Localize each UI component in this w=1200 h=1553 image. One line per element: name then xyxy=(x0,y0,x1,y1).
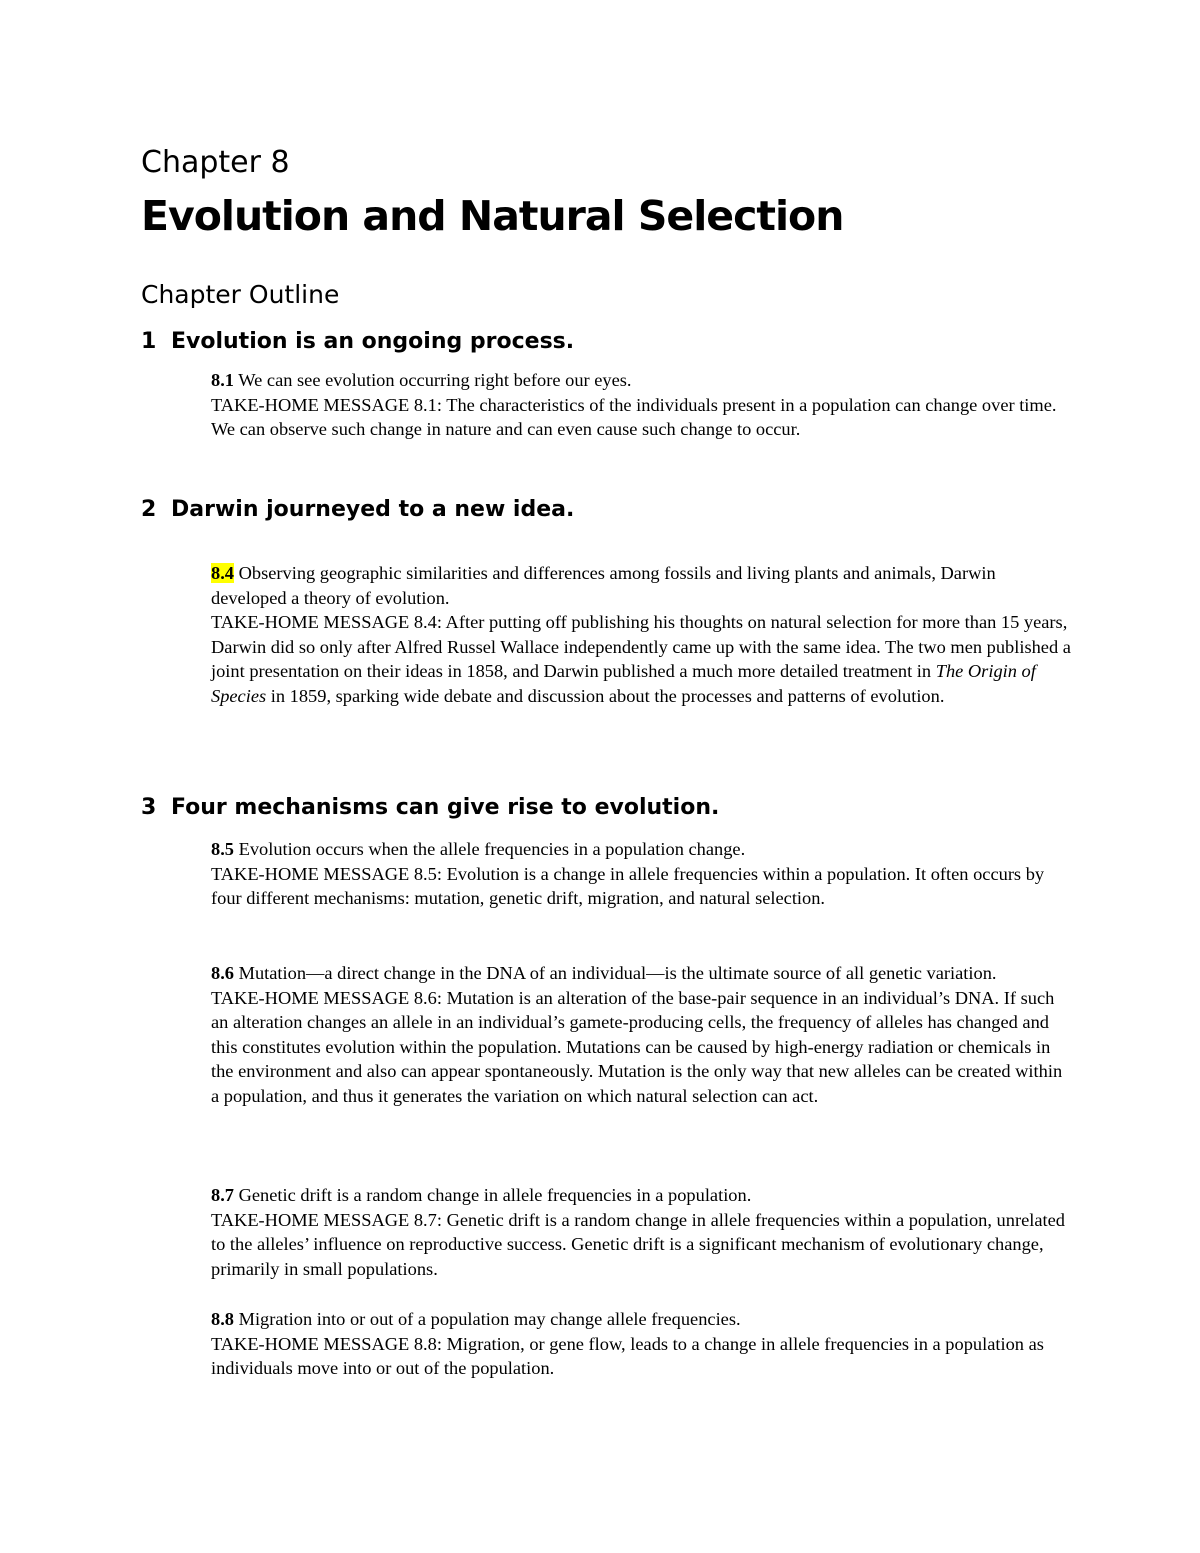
item-8-6 xyxy=(211,961,1071,1109)
section-2-content xyxy=(211,561,1071,709)
item-8-8 xyxy=(211,1307,1071,1381)
section-1-content xyxy=(211,368,1071,442)
statement-id: 8.1 xyxy=(211,370,234,390)
take-home-8-5 xyxy=(211,862,1071,911)
chapter-label: Chapter 8 xyxy=(141,145,290,180)
statement-text: Evolution occurs when the allele frequencies in a population change. xyxy=(234,839,746,859)
take-home-label: TAKE-HOME MESSAGE 8.6 xyxy=(211,987,437,1008)
section-title: Four mechanisms can give rise to evolution. xyxy=(171,795,720,820)
statement-id: 8.7 xyxy=(211,1185,234,1205)
section-number: 2 xyxy=(141,497,157,522)
take-home-text: : Genetic drift is a random change in allele frequencies within a population, unrelated to the alleles’ influence on reproductive success. Genetic drift is a significant mechanism of evolutionary change, primarily in small populations. xyxy=(211,1209,1065,1279)
take-home-8-1 xyxy=(211,393,1071,442)
book-title: The Origin of Species xyxy=(211,661,1036,706)
statement-id: 8.8 xyxy=(211,1309,234,1329)
outline-heading: Chapter Outline xyxy=(141,280,340,309)
take-home-text-end: in 1859, sparking wide debate and discussion about the processes and patterns of evolution. xyxy=(266,685,945,706)
section-title: Darwin journeyed to a new idea. xyxy=(171,497,575,522)
take-home-label: TAKE-HOME MESSAGE 8.7 xyxy=(211,1209,437,1230)
statement-id: 8.4 xyxy=(211,563,234,583)
statement-text: We can see evolution occurring right before our eyes. xyxy=(234,370,632,390)
take-home-label: TAKE-HOME MESSAGE 8.1 xyxy=(211,394,437,415)
take-home-text: : Evolution is a change in allele frequencies within a population. It often occurs by four different mechanisms: mutation, genetic drift, migration, and natural selection. xyxy=(211,863,1045,909)
section-heading-1 xyxy=(141,326,574,358)
statement-id: 8.5 xyxy=(211,839,234,859)
section-number: 3 xyxy=(141,795,157,820)
chapter-title: Evolution and Natural Selection xyxy=(141,192,844,240)
statement-id: 8.6 xyxy=(211,963,234,983)
statement-8-8 xyxy=(211,1307,1071,1332)
item-8-5 xyxy=(211,837,1071,911)
take-home-8-7 xyxy=(211,1208,1071,1282)
statement-8-5 xyxy=(211,837,1071,862)
statement-8-4 xyxy=(211,561,1071,610)
statement-text: Mutation—a direct change in the DNA of an individual—is the ultimate source of all genetic variation. xyxy=(234,963,997,983)
statement-8-6 xyxy=(211,961,1071,986)
section-number: 1 xyxy=(141,329,157,354)
statement-text: Migration into or out of a population may change allele frequencies. xyxy=(234,1309,741,1329)
section-heading-3 xyxy=(141,792,719,824)
take-home-label: TAKE-HOME MESSAGE 8.5 xyxy=(211,863,437,884)
section-heading-2 xyxy=(141,494,574,526)
take-home-text: : After putting off publishing his thoughts on natural selection for more than 15 years, Darwin did so only after Alfred Russel Wallace independently came up with the same idea. The two men published a joint presentation on their ideas in 1858, and Darwin published a much more detailed treatment in xyxy=(211,612,1071,682)
statement-8-1 xyxy=(211,368,1071,393)
statement-8-7 xyxy=(211,1183,1071,1208)
take-home-label: TAKE-HOME MESSAGE 8.4 xyxy=(211,612,437,633)
take-home-8-6 xyxy=(211,986,1071,1109)
take-home-8-8 xyxy=(211,1332,1071,1381)
take-home-text: : The characteristics of the individuals present in a population can change over time. We can observe such change in nature and can even cause such change to occur. xyxy=(211,394,1057,440)
take-home-label: TAKE-HOME MESSAGE 8.8 xyxy=(211,1333,437,1354)
item-8-7 xyxy=(211,1183,1071,1281)
statement-text: Genetic drift is a random change in allele frequencies in a population. xyxy=(234,1185,752,1205)
statement-text: Observing geographic similarities and differences among fossils and living plants and animals, Darwin developed a theory of evolution. xyxy=(211,563,996,608)
take-home-text: : Migration, or gene flow, leads to a change in allele frequencies in a population as individuals move into or out of the population. xyxy=(211,1333,1044,1379)
take-home-text: : Mutation is an alteration of the base-pair sequence in an individual’s DNA. If such an alteration changes an allele in an individual’s gamete-producing cells, the frequency of alleles has changed and this constitutes evolution within the population. Mutations can be caused by high-energy radiation or chemicals in the environment and also can appear spontaneously. Mutation is the only way that new alleles can be created within a population, and thus it generates the variation on which natural selection can act. xyxy=(211,987,1063,1106)
section-title: Evolution is an ongoing process. xyxy=(171,329,575,354)
take-home-8-4 xyxy=(211,610,1071,708)
